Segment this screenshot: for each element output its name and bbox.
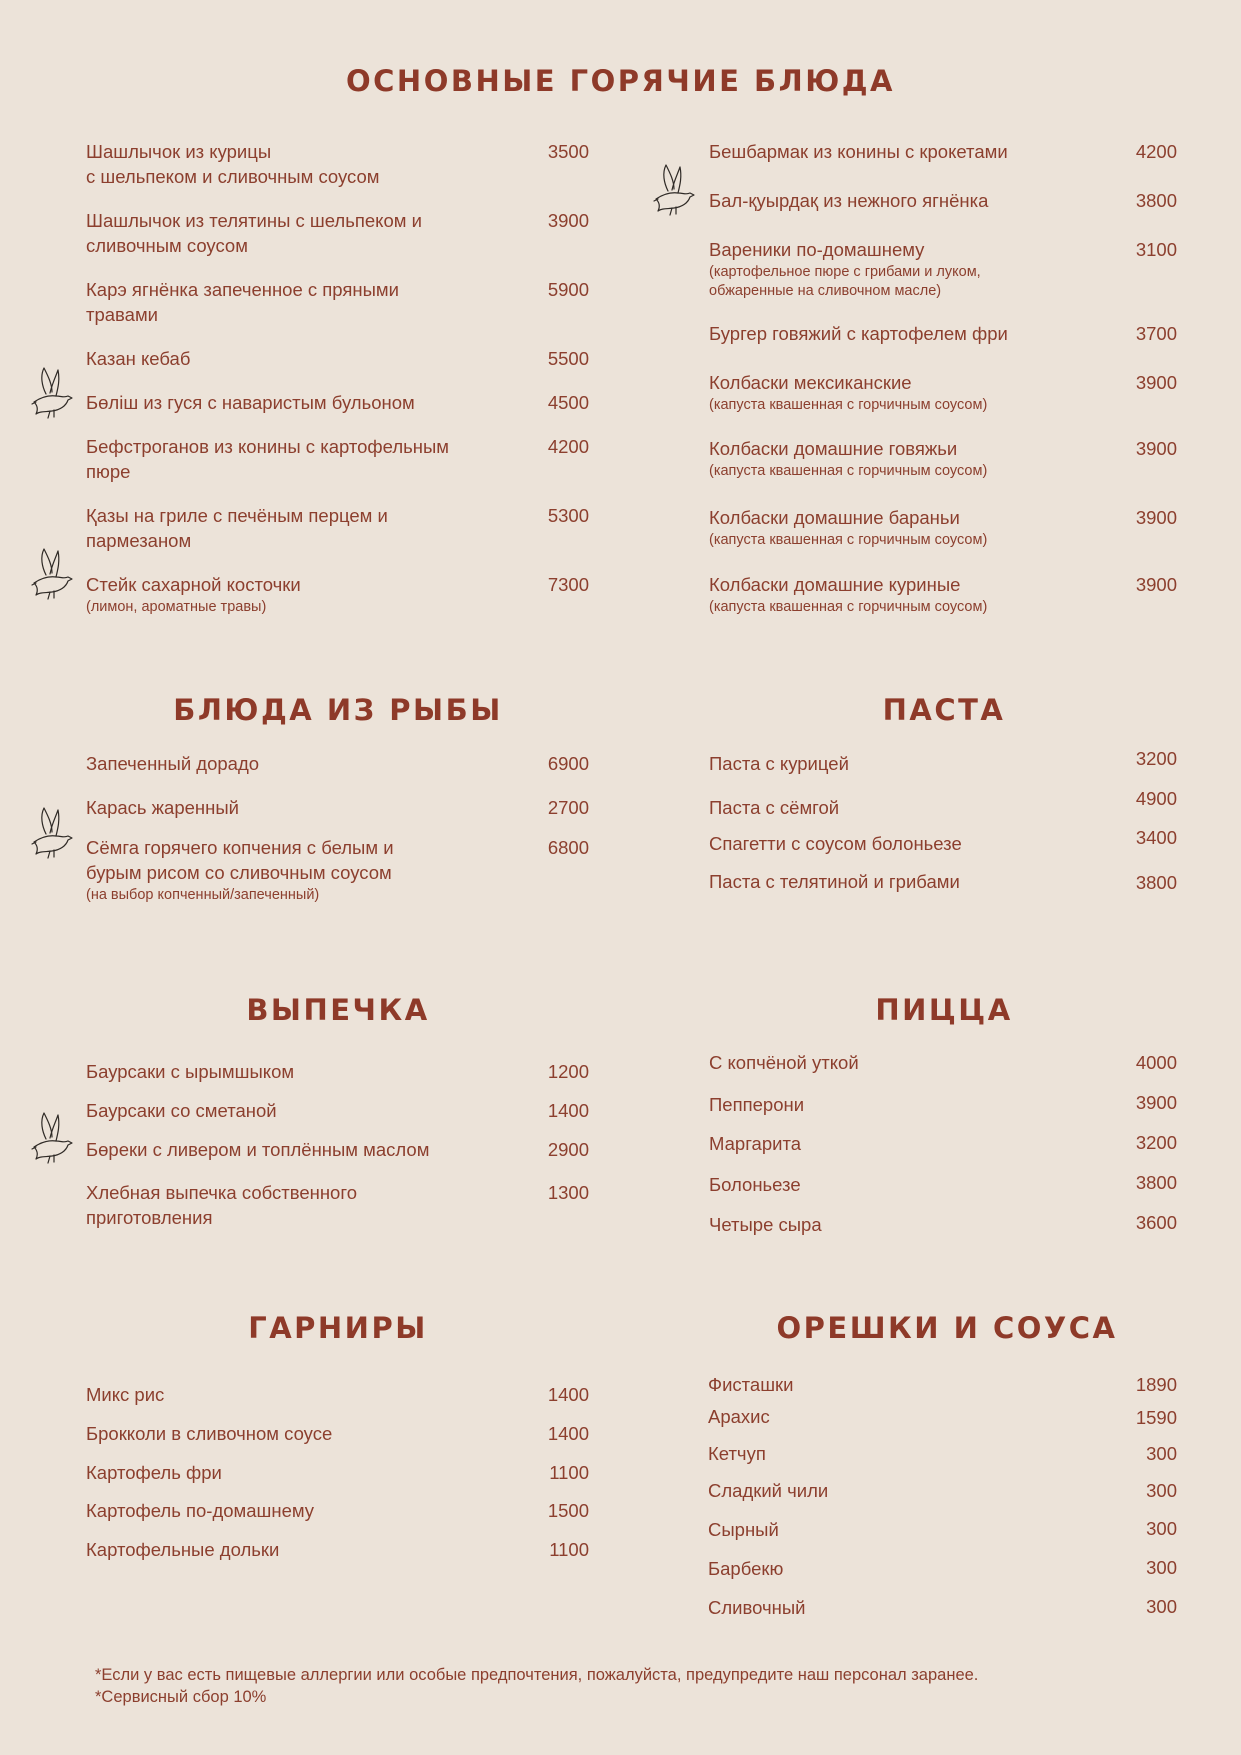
menu-item <box>86 434 506 484</box>
item-name: Колбаски домашние говяжьи <box>709 438 958 459</box>
item-name: Баурсаки с ырымшыком <box>86 1061 295 1082</box>
section-title-nuts: ОРЕШКИ И СОУСА <box>776 1311 1118 1345</box>
item-name: Паста с телятиной и грибами <box>709 871 960 892</box>
item-name: Картофель по-домашнему <box>86 1500 315 1521</box>
section-title-pasta: ПАСТА <box>882 693 1006 727</box>
section-title-hot: ОСНОВНЫЕ ГОРЯЧИЕ БЛЮДА <box>345 64 896 98</box>
menu-item <box>709 1050 1109 1075</box>
item-price: 1400 <box>547 1384 589 1405</box>
item-name: Паста с сёмгой <box>709 797 840 818</box>
menu-item <box>86 1421 506 1446</box>
item-price: 2700 <box>547 797 589 818</box>
item-name: Бал-қуырдақ из нежного ягнёнка <box>709 190 989 211</box>
item-name: Паста с курицей <box>709 753 849 774</box>
menu-item <box>86 751 506 776</box>
item-name: Сёмга горячего копчения с белым и бурым рисом со сливочным соусом <box>86 837 394 883</box>
item-price: 3800 <box>1135 872 1177 893</box>
menu-item <box>709 572 1109 617</box>
item-price: 3100 <box>1135 239 1177 260</box>
item-price: 3200 <box>1135 748 1177 769</box>
menu-item <box>708 1404 1108 1429</box>
item-price: 3900 <box>547 210 589 231</box>
menu-item <box>708 1441 1108 1466</box>
dove-icon <box>28 806 76 862</box>
menu-item <box>709 1131 1109 1156</box>
menu-item <box>708 1595 1108 1620</box>
item-price: 1100 <box>549 1539 589 1560</box>
item-price: 1300 <box>547 1182 589 1203</box>
section-title-bakery: ВЫПЕЧКА <box>246 993 430 1027</box>
item-name: Бешбармак из конины с крокетами <box>709 141 1008 162</box>
menu-item <box>709 321 1109 346</box>
item-name: Колбаски домашние куриные <box>709 574 961 595</box>
dove-icon <box>650 163 698 219</box>
menu-item <box>86 346 506 371</box>
menu-item <box>709 139 1109 164</box>
allergy-note: *Если у вас есть пищевые аллергии или особые предпочтения, пожалуйста, предупредите наш персонал заранее. <box>95 1666 979 1684</box>
menu-item <box>86 139 506 189</box>
item-price: 3900 <box>1135 438 1177 459</box>
item-name: Пепперони <box>709 1094 805 1115</box>
item-price: 3800 <box>1135 190 1177 211</box>
item-name: Вареники по-домашнему <box>709 239 925 260</box>
menu-item <box>709 751 1109 776</box>
item-name: Карэ ягнёнка запеченное с пряными травами <box>86 279 399 325</box>
dove-icon <box>28 547 76 603</box>
item-price: 2900 <box>547 1139 589 1160</box>
item-name: Запеченный дорадо <box>86 753 260 774</box>
item-price: 6800 <box>547 837 589 858</box>
item-price: 1500 <box>547 1500 589 1521</box>
item-price: 1400 <box>547 1100 589 1121</box>
item-name: Хлебная выпечка собственного приготовления <box>86 1182 357 1228</box>
item-note: (капуста квашенная с горчичным соусом) <box>709 397 988 413</box>
dove-icon <box>28 366 76 422</box>
menu-item <box>86 1137 506 1162</box>
item-price: 3400 <box>1135 827 1177 848</box>
item-price: 7300 <box>547 574 589 595</box>
menu-item <box>86 1537 506 1562</box>
item-name: Колбаски домашние бараньи <box>709 507 960 528</box>
item-price: 300 <box>1146 1557 1177 1578</box>
menu-item <box>708 1556 1108 1581</box>
item-name: Болоньезе <box>709 1174 801 1195</box>
item-note: (картофельное пюре с грибами и луком, обжаренные на сливочном масле) <box>709 264 981 299</box>
menu-item <box>708 1517 1108 1542</box>
item-price: 3900 <box>1135 1092 1177 1113</box>
item-note: (капуста квашенная с горчичным соусом) <box>709 463 988 479</box>
service-charge-note: *Сервисный сбор 10% <box>95 1688 267 1706</box>
item-price: 300 <box>1146 1518 1177 1539</box>
item-price: 4500 <box>547 392 589 413</box>
item-price: 5300 <box>547 505 589 526</box>
item-name: Бефстроганов из конины с картофельным пюре <box>86 436 449 482</box>
item-price: 3600 <box>1135 1212 1177 1233</box>
item-note: (на выбор копченный/запеченный) <box>86 887 320 903</box>
menu-item <box>86 795 506 820</box>
item-price: 5500 <box>547 348 589 369</box>
item-note: (капуста квашенная с горчичным соусом) <box>709 599 988 615</box>
item-price: 3700 <box>1135 323 1177 344</box>
item-name: Сладкий чили <box>708 1480 829 1501</box>
item-price: 4000 <box>1135 1052 1177 1073</box>
menu-item <box>709 436 1109 481</box>
item-name: Баурсаки со сметаной <box>86 1100 277 1121</box>
item-name: Қазы на гриле с печёным перцем и пармезаном <box>86 505 388 551</box>
menu-item <box>86 835 506 905</box>
menu-item <box>709 869 1109 894</box>
item-price: 3200 <box>1135 1132 1177 1153</box>
item-name: Сырный <box>708 1519 779 1540</box>
footer-notes <box>95 1664 978 1708</box>
item-price: 300 <box>1146 1480 1177 1501</box>
menu-item <box>709 505 1109 550</box>
item-price: 1890 <box>1135 1374 1177 1395</box>
item-name: Барбекю <box>708 1558 784 1579</box>
item-name: Бөліш из гуся с наваристым бульоном <box>86 392 415 413</box>
item-note: (капуста квашенная с горчичным соусом) <box>709 532 988 548</box>
item-price: 1100 <box>549 1462 589 1483</box>
menu-item <box>86 390 506 415</box>
menu-item <box>86 1098 506 1123</box>
item-price: 300 <box>1146 1596 1177 1617</box>
item-price: 5900 <box>547 279 589 300</box>
menu-item <box>708 1372 1108 1397</box>
item-name: Карась жаренный <box>86 797 239 818</box>
item-name: Брокколи в сливочном соусе <box>86 1423 333 1444</box>
menu-item <box>86 277 506 327</box>
menu-item <box>709 795 1109 820</box>
menu-item <box>709 370 1109 415</box>
item-name: Картофель фри <box>86 1462 222 1483</box>
menu-item <box>709 1092 1109 1117</box>
menu-item <box>708 1478 1108 1503</box>
item-price: 3900 <box>1135 507 1177 528</box>
item-name: Шашлычок из телятины с шельпеком и сливочным соусом <box>86 210 422 256</box>
item-name: Маргарита <box>709 1133 802 1154</box>
item-price: 1400 <box>547 1423 589 1444</box>
item-name: Бөреки с ливером и топлённым маслом <box>86 1139 430 1160</box>
menu-item <box>86 1460 506 1485</box>
item-name: Шашлычок из курицы с шельпеком и сливочным соусом <box>86 141 380 187</box>
item-name: Четыре сыра <box>709 1214 822 1235</box>
item-price: 4200 <box>1135 141 1177 162</box>
menu-item <box>709 831 1109 856</box>
menu-item <box>86 503 506 553</box>
item-name: Арахис <box>708 1406 770 1427</box>
item-note: (лимон, ароматные травы) <box>86 599 267 615</box>
item-name: Спагетти с соусом болоньезе <box>709 833 962 854</box>
item-price: 1590 <box>1135 1407 1177 1428</box>
item-price: 3500 <box>547 141 589 162</box>
menu-item <box>709 237 1109 301</box>
menu-item <box>86 1059 506 1084</box>
item-price: 3900 <box>1135 574 1177 595</box>
item-name: Стейк сахарной косточки <box>86 574 301 595</box>
item-name: Фисташки <box>708 1374 794 1395</box>
item-price: 1200 <box>547 1061 589 1082</box>
item-name: Казан кебаб <box>86 348 191 369</box>
menu-item <box>86 1180 506 1230</box>
item-price: 4200 <box>547 436 589 457</box>
item-name: Бургер говяжий с картофелем фри <box>709 323 1008 344</box>
item-price: 6900 <box>547 753 589 774</box>
item-name: Кетчуп <box>708 1443 766 1464</box>
section-title-fish: БЛЮДА ИЗ РЫБЫ <box>173 693 503 727</box>
item-price: 300 <box>1146 1443 1177 1464</box>
item-price: 3900 <box>1135 372 1177 393</box>
item-price: 3800 <box>1135 1172 1177 1193</box>
item-name: Картофельные дольки <box>86 1539 280 1560</box>
menu-item <box>86 572 506 617</box>
section-title-pizza: ПИЦЦА <box>875 993 1013 1027</box>
menu-item <box>86 208 506 258</box>
section-title-sides: ГАРНИРЫ <box>248 1311 428 1345</box>
dove-icon <box>28 1111 76 1167</box>
menu-item <box>86 1382 506 1407</box>
menu-item <box>709 1172 1109 1197</box>
item-name: Сливочный <box>708 1597 806 1618</box>
menu-item <box>709 188 1109 213</box>
item-name: Колбаски мексиканские <box>709 372 912 393</box>
item-name: Микс рис <box>86 1384 165 1405</box>
item-name: С копчёной уткой <box>709 1052 859 1073</box>
menu-item <box>86 1498 506 1523</box>
item-price: 4900 <box>1135 788 1177 809</box>
menu-item <box>709 1212 1109 1237</box>
